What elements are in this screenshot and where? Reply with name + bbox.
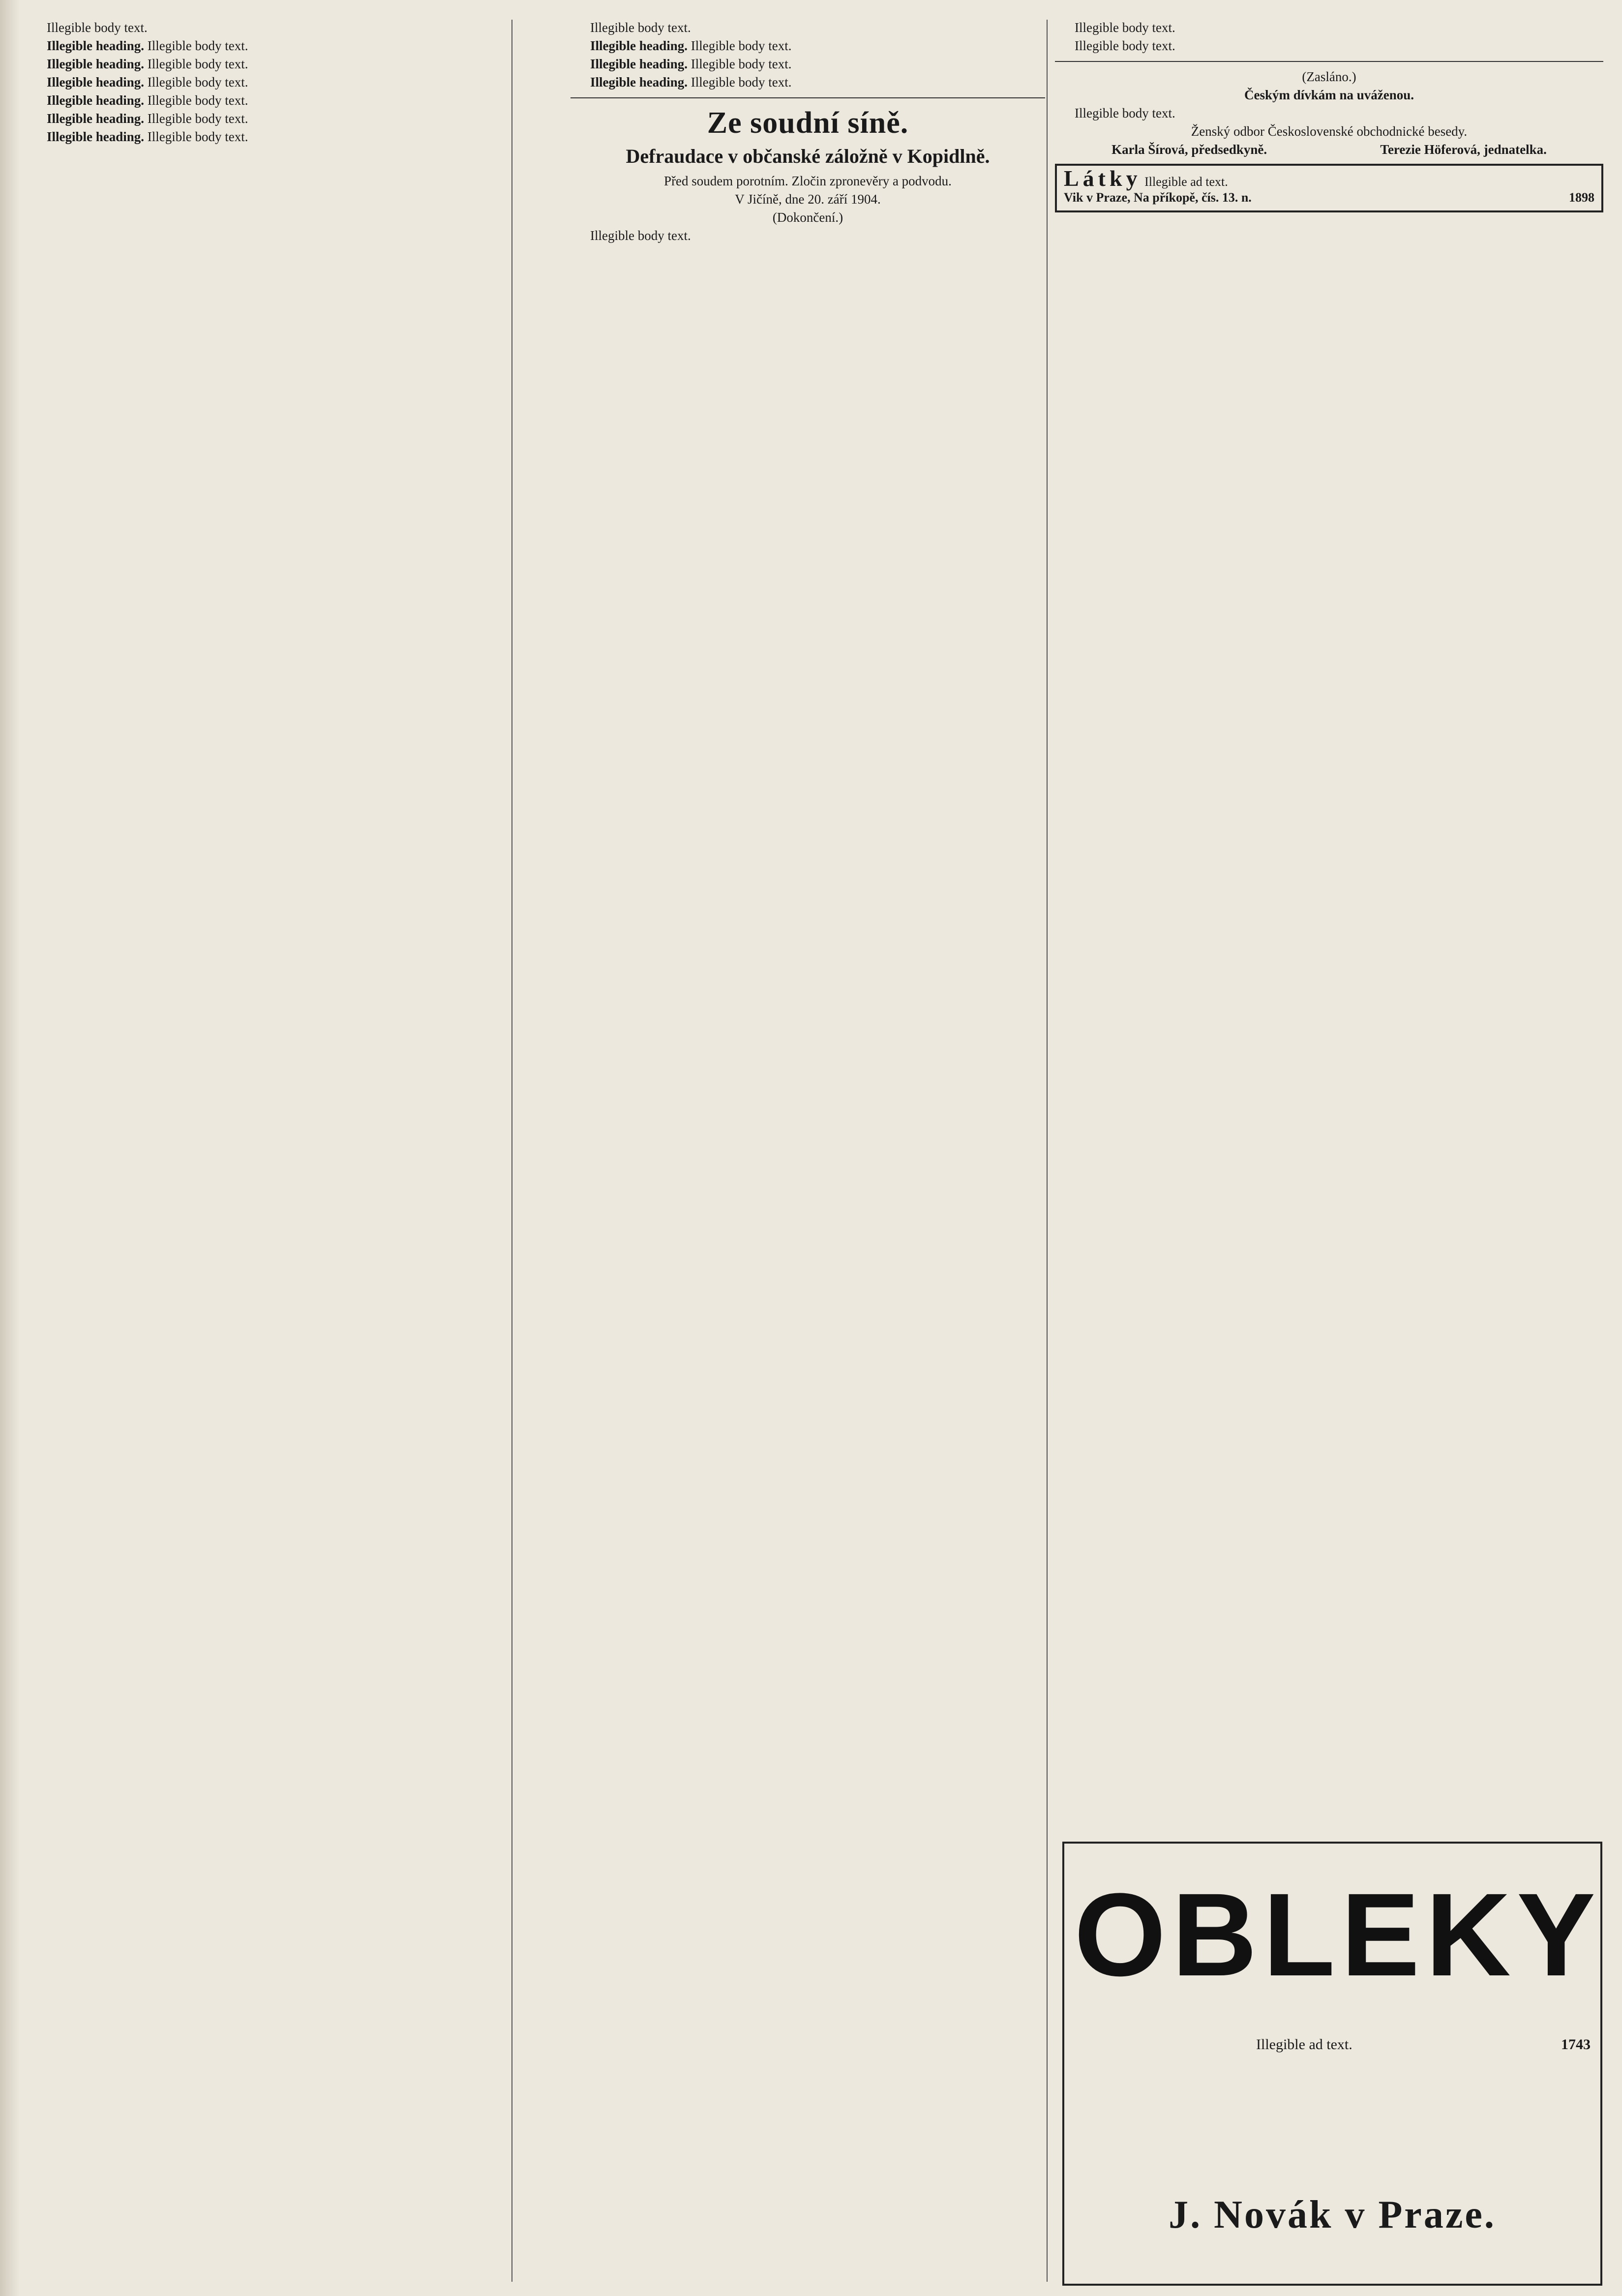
- ad-latky-text: Illegible ad text.: [1144, 175, 1228, 189]
- signature-left: Karla Šírová, předsedkyně.: [1111, 142, 1267, 157]
- signature-right: Terezie Höferová, jednatelka.: [1380, 142, 1547, 157]
- ad-obleky: [1062, 1842, 1602, 2286]
- article-paragraph: Illegible body text.: [590, 228, 691, 243]
- ad-obleky-signature: J. Novák v Praze.: [1169, 2193, 1496, 2236]
- column-left: [27, 20, 499, 2282]
- article-paragraph: Illegible heading. Illegible body text.: [590, 75, 792, 89]
- article-paragraph: Illegible heading. Illegible body text.: [47, 129, 248, 144]
- notice-paragraph: Illegible body text.: [1075, 106, 1175, 120]
- section-title: Ze soudní síně.: [707, 106, 909, 140]
- article-paragraph: Illegible body text.: [590, 20, 691, 35]
- notice-signatures: [1055, 142, 1603, 158]
- page-edge-shadow: [0, 0, 20, 2296]
- article-paragraph: Illegible body text.: [47, 20, 148, 35]
- article-paragraph: Illegible body text.: [1075, 20, 1175, 35]
- article-paragraph: Illegible heading. Illegible body text.: [590, 38, 792, 53]
- article-paragraph: Illegible heading. Illegible body text.: [47, 75, 248, 89]
- article-paragraph: Illegible body text.: [1075, 38, 1175, 53]
- notice-tag: (Zasláno.): [1302, 69, 1356, 84]
- section-divider: [571, 97, 1045, 98]
- article-paragraph: Illegible heading. Illegible body text.: [47, 93, 248, 108]
- ad-obleky-text: Illegible ad text. 1743: [1256, 2035, 1591, 2054]
- column-middle: [571, 20, 1045, 2282]
- ad-latky-shop: Vik v Praze, Na příkopě, čís. 13. n.: [1064, 190, 1252, 205]
- article-paragraph: Illegible heading. Illegible body text.: [47, 111, 248, 126]
- ad-latky-number: 1898: [1569, 190, 1594, 205]
- ad-obleky-number: 1743: [1561, 2036, 1591, 2053]
- article-continued: (Dokončení.): [772, 210, 843, 225]
- article-paragraph: Illegible heading. Illegible body text.: [47, 57, 248, 71]
- column-rule-2: [1047, 20, 1048, 2282]
- article-intro: Před soudem porotním. Zločin zpronevěry a podvodu.: [664, 174, 952, 188]
- ad-obleky-headline: OBLEKY: [1074, 1869, 1602, 2000]
- ad-latky-title: Látky: [1064, 166, 1141, 191]
- ad-latky: [1055, 164, 1603, 212]
- article-dateline: V Jičíně, dne 20. září 1904.: [735, 192, 881, 207]
- notice-signer-org: Ženský odbor Československé obchodnické besedy.: [1191, 124, 1468, 139]
- article-paragraph: Illegible heading. Illegible body text.: [47, 38, 248, 53]
- notice-title: Českým dívkám na uváženou.: [1244, 88, 1414, 102]
- section-divider: [1055, 61, 1603, 62]
- article-paragraph: Illegible heading. Illegible body text.: [590, 57, 792, 71]
- column-rule-1: [511, 20, 512, 2282]
- ad-latky-footer: [1064, 190, 1594, 206]
- article-title: Defraudace v občanské záložně v Kopidlně.: [626, 145, 990, 167]
